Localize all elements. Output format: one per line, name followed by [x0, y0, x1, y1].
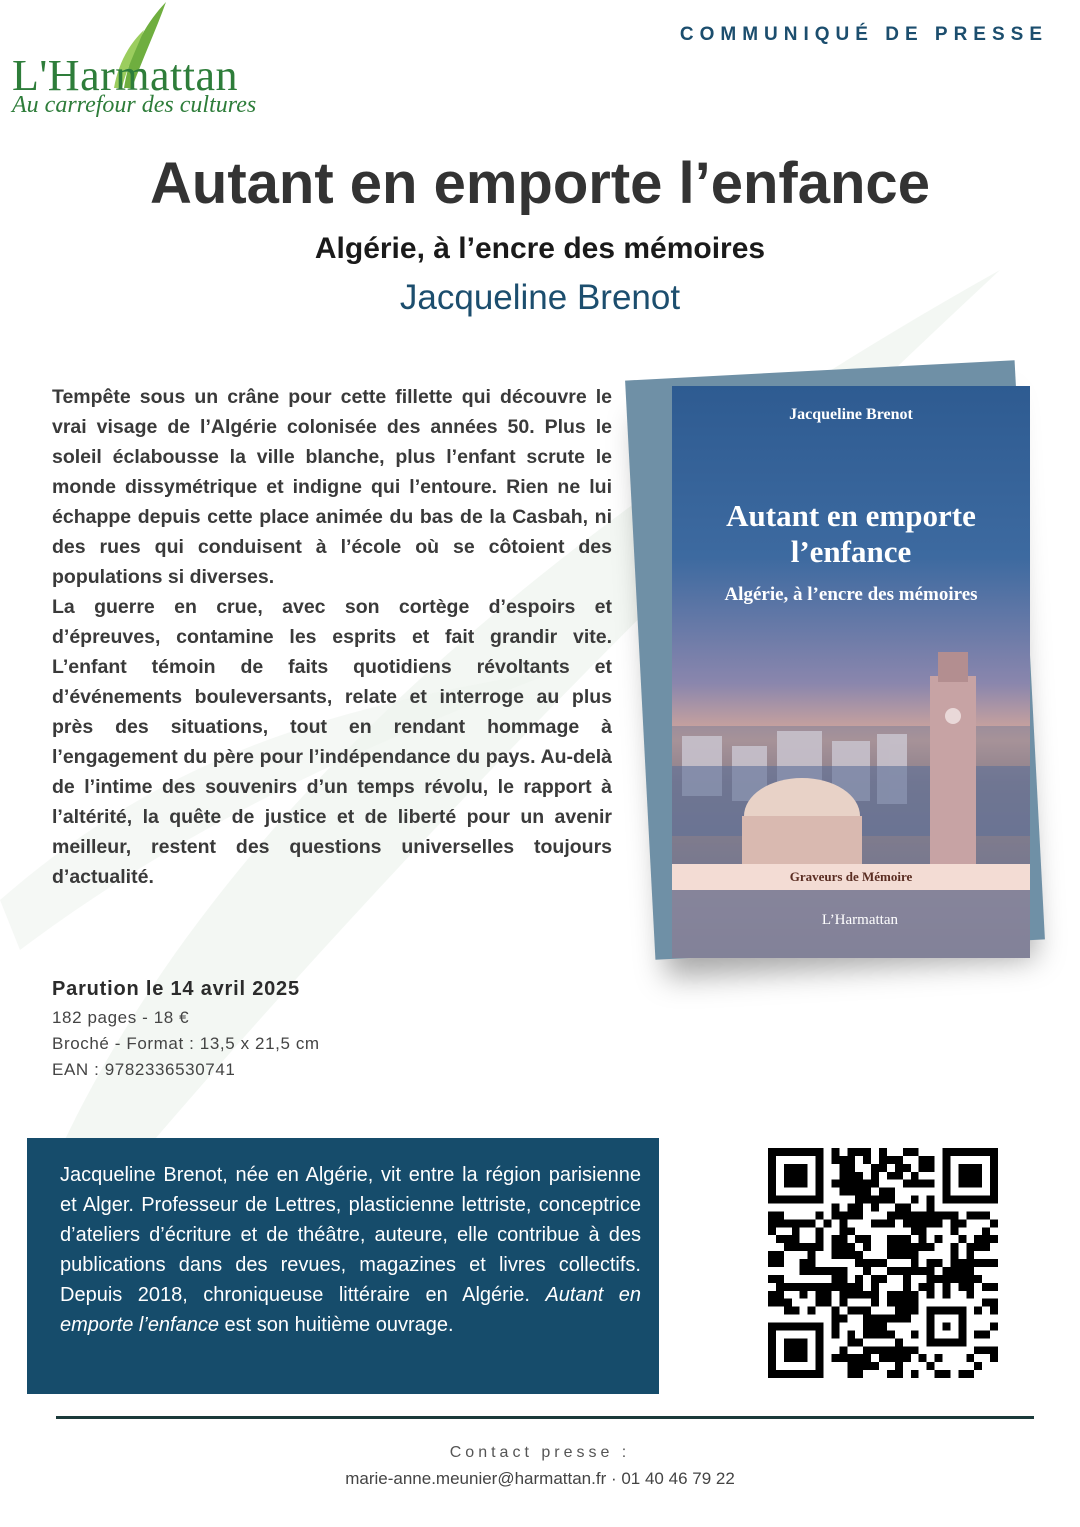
- footer-divider: [56, 1416, 1034, 1419]
- bio-text-before: Jacqueline Brenot, née en Algérie, vit entre la région parisienne et Alger. Professeur de Lettres, plasticienne lettriste, conceptrice d’ateliers d’écriture et de théâtre, auteure, elle contribue à des publications dans des revues, magazines et livres collectifs. Depuis 2018, chroniqueuse littéraire en Algérie.: [60, 1164, 641, 1306]
- book-subtitle: Algérie, à l’encre des mémoires: [314, 232, 766, 265]
- author-bio-text: [60, 1160, 641, 1340]
- publication-info: [52, 978, 320, 1083]
- bio-text-after: est son huitième ouvrage.: [218, 1314, 454, 1336]
- bio-book-title: Autant en emporte l’enfance: [60, 1284, 641, 1336]
- cover-collection: Graveurs de Mémoire: [672, 864, 1030, 890]
- author-bio: [27, 1138, 659, 1394]
- logo-name: L'Harmattan: [12, 51, 238, 100]
- qr-code[interactable]: [768, 1148, 998, 1378]
- logo-tagline: Au carrefour des cultures: [12, 92, 257, 118]
- book-ean: EAN : 9782336530741: [52, 1060, 236, 1079]
- synopsis-paragraph: Tempête sous un crâne pour cette fillette qui découvre le vrai visage de l’Algérie colonisée des années 50. Plus le soleil éclabousse la ville blanche, plus l’enfant scrute le monde dissymétrique et indigne qui l’entoure. Rien ne lui échappe depuis cette place animée du bas de la Casbah, ni des rues qui conduisent à l’école où se côtoient des populations si diverses.: [52, 386, 612, 588]
- book-title: Autant en emporte l’enfance: [150, 151, 930, 216]
- book-format: Broché - Format : 13,5 x 21,5 cm: [52, 1034, 320, 1053]
- contact-details[interactable]: marie-anne.meunier@harmattan.fr · 01 40 46 79 22: [345, 1469, 735, 1488]
- cover-subtitle: Algérie, à l’encre des mémoires: [724, 584, 978, 605]
- cover-publisher: L’Harmattan: [821, 912, 898, 928]
- synopsis: [52, 382, 612, 892]
- press-release-label: COMMUNIQUÉ DE PRESSE: [679, 24, 1048, 45]
- contact-label: Contact presse :: [449, 1444, 631, 1461]
- publication-date: Parution le 14 avril 2025: [52, 978, 300, 1000]
- cover-cityscape-illustration: [672, 616, 1030, 958]
- synopsis-paragraph: La guerre en crue, avec son cortège d’espoirs et d’épreuves, contamine les esprits et fait grandir vite. L’enfant témoin de faits quotidiens révoltants et d’événements bouleversants, relate et interroge au plus près des situations, tout en rendant hommage à l’engagement du père pour l’indépendance du pays. Au-delà de l’intime des souvenirs d’un temps révolu, le rapport à l’altérité, la quête de justice et de liberté pour un avenir meilleur, restent des questions universelles toujours d’actualité.: [52, 596, 612, 888]
- cover-title: Autant en emporte l’enfance: [726, 498, 976, 569]
- book-cover-image: [672, 386, 1030, 958]
- cover-author: Jacqueline Brenot: [789, 406, 913, 423]
- pages-price: 182 pages - 18 €: [52, 1008, 190, 1027]
- book-author: Jacqueline Brenot: [399, 278, 681, 317]
- publisher-logo: [12, 0, 312, 125]
